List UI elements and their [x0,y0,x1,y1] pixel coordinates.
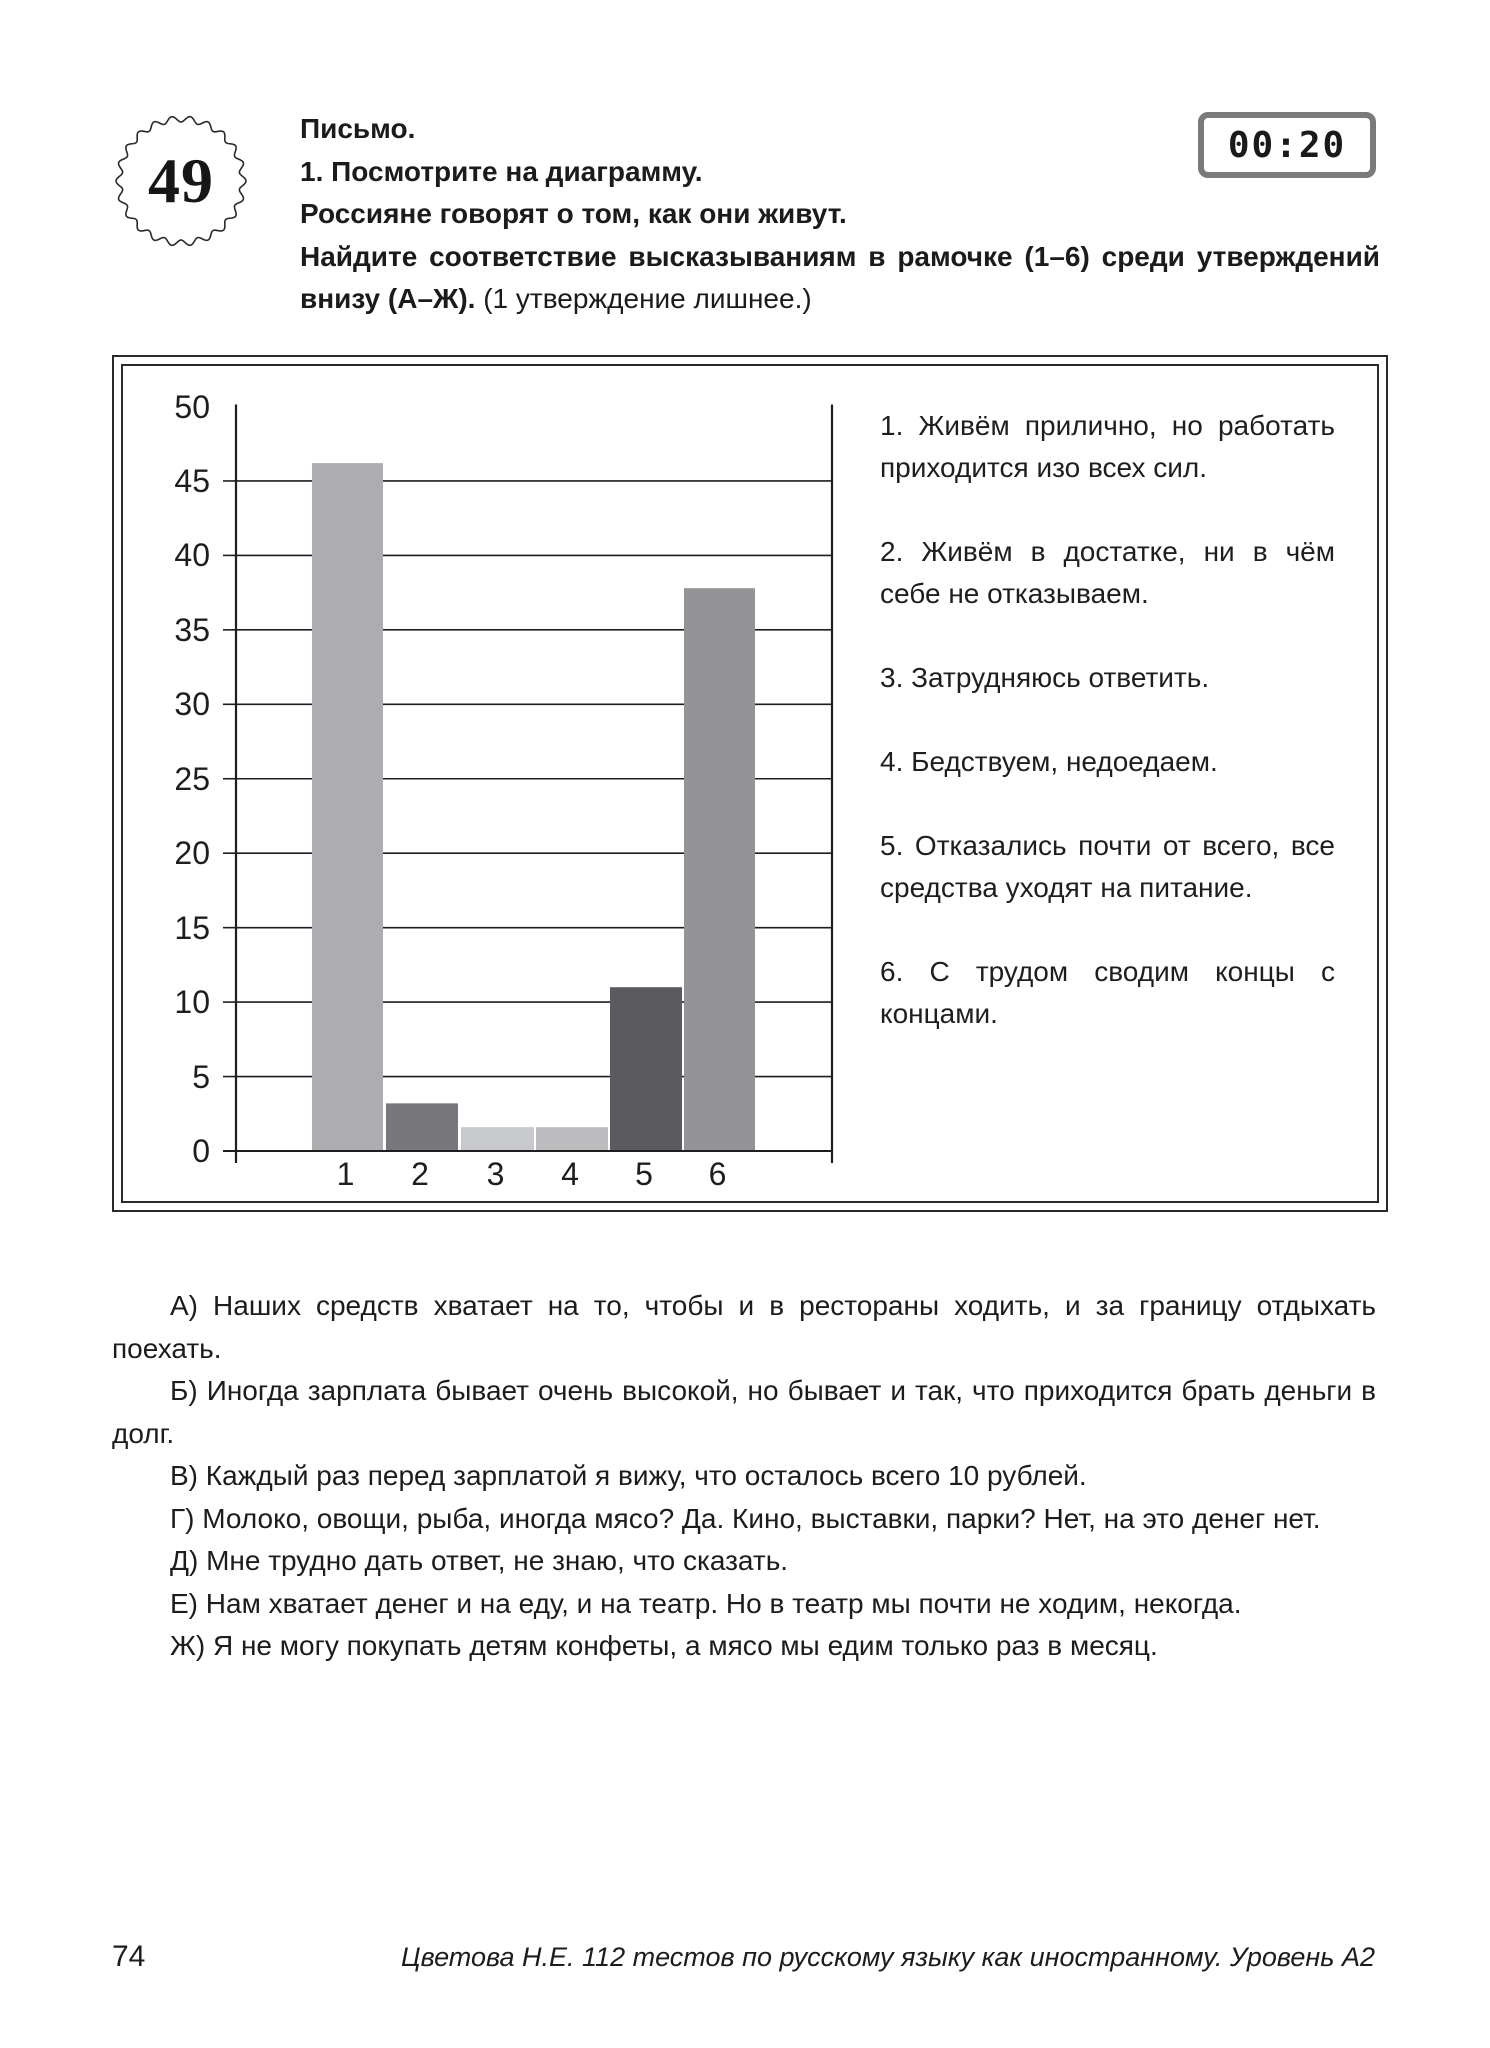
x-tick-label: 6 [708,1156,727,1192]
book-reference: Цветова Н.Е. 112 тестов по русскому языку как иностранному. Уровень А2 [400,1942,1375,1972]
answer-option: Е) Нам хватает денег и на еду, и на театр. Но в театр мы почти не ходим, некогда. [170,1587,1242,1619]
x-tick-label: 4 [561,1156,579,1192]
statement-item: 4. Бедствуем, недоедаем. [880,746,1218,777]
statement-item: 3. Затрудняюсь ответить. [880,662,1210,693]
instruction-match-text: Найдите соответствие высказываниям в рамочке (1–6) среди утверждений внизу (А–Ж). [300,240,1380,314]
x-tick-label: 3 [486,1156,505,1192]
task-number: 49 [148,145,214,216]
statement-item: 2. Живём в достатке, ни в чём себе не отказываем. [880,536,1336,609]
answer-option: Ж) Я не могу покупать детям конфеты, а мясо мы едим только раз в месяц. [170,1630,1158,1661]
y-tick-label: 10 [174,984,210,1021]
y-tick-label: 5 [192,1058,210,1095]
task-number-badge [112,112,250,250]
y-tick-label: 45 [174,462,210,499]
y-tick-label: 35 [174,611,210,648]
y-tick-label: 50 [174,388,210,425]
statements-list [880,405,1335,1077]
x-tick-label: 2 [411,1156,429,1192]
instruction-context: Россияне говорят о том, как они живут. [300,198,847,229]
answer-options-list [112,1285,1376,1668]
y-tick-label: 20 [174,835,210,872]
x-tick-label: 5 [635,1156,653,1192]
statement-item: 5. Отказались почти от всего, все средства уходят на питание. [880,830,1335,903]
y-tick-label: 30 [174,686,210,723]
answer-option: Б) Иногда зарплата бывает очень высокой, но бывает и так, что приходится брать деньги в долг. [112,1375,1377,1449]
timer-value: 00:20 [1227,124,1347,166]
y-tick-label: 25 [174,760,210,797]
task-title: Письмо. [300,113,416,144]
y-tick-label: 40 [174,537,210,574]
statement-item: 6. С трудом сводим концы с концами. [880,956,1335,1029]
instruction-note: (1 утверждение лишнее.) [483,283,812,314]
answer-option: В) Каждый раз перед зарплатой я вижу, что осталось всего 10 рублей. [170,1460,1087,1491]
instruction-match [300,236,1380,321]
instruction-look-at-chart: 1. Посмотрите на диаграмму. [300,155,703,187]
statement-item: 1. Живём прилично, но работать приходится изо всех сил. [880,410,1336,483]
y-tick-label: 0 [192,1133,210,1169]
timer-badge [1198,112,1376,178]
page-number: 74 [112,1940,146,1973]
x-tick-label: 1 [336,1156,355,1192]
answer-option: Д) Мне трудно дать ответ, не знаю, что сказать. [170,1545,789,1576]
answer-option: А) Наших средств хватает на то, чтобы и в рестораны ходить, и за границу отдыхать поехать. [112,1290,1377,1364]
answer-option: Г) Молоко, овощи, рыба, иногда мясо? Да. Кино, выставки, парки? Нет, на это денег нет. [170,1502,1321,1534]
y-tick-label: 15 [174,909,210,946]
